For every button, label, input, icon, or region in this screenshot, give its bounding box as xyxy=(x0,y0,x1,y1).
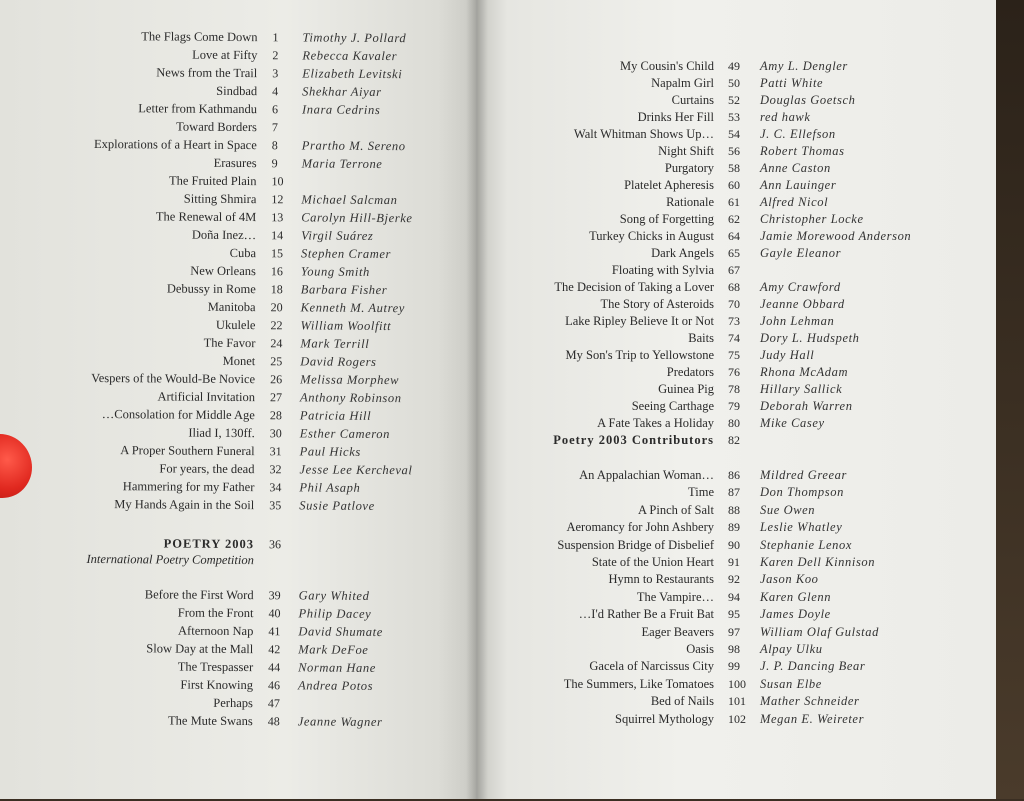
toc-entry xyxy=(476,74,996,92)
entry-title: First Knowing xyxy=(180,677,254,693)
toc-entry xyxy=(476,329,996,347)
entry-author: Young Smith xyxy=(300,264,370,279)
toc-entry xyxy=(476,363,996,381)
entry-author: Susan Elbe xyxy=(760,676,822,691)
entry-title: Walt Whitman Shows Up… xyxy=(573,127,714,141)
entry-title: Letter from Kathmandu xyxy=(138,101,258,117)
entry-title: Debussy in Rome xyxy=(166,281,256,297)
entry-title: …Consolation for Middle Age xyxy=(101,407,255,423)
entry-author: Don Thompson xyxy=(760,485,844,500)
toc-entry xyxy=(476,675,996,693)
toc-entry xyxy=(476,657,996,675)
entry-author: Alpay Ulku xyxy=(760,642,823,656)
toc-entry xyxy=(476,397,996,415)
toc-entry xyxy=(476,623,996,641)
entry-title: A Pinch of Salt xyxy=(637,502,714,517)
entry-title: Suspension Bridge of Disbelief xyxy=(557,537,714,552)
entry-author: James Doyle xyxy=(760,607,831,622)
entry-page-number: 36 xyxy=(268,537,282,552)
entry-author: Robert Thomas xyxy=(760,144,845,158)
entry-page-number: 75 xyxy=(728,348,740,362)
toc-entry xyxy=(476,142,996,160)
entry-title: Drinks Her Fill xyxy=(637,110,714,124)
entry-author: J. P. Dancing Bear xyxy=(760,659,866,674)
entry-author: red hawk xyxy=(760,110,811,124)
entry-author: Karen Glenn xyxy=(760,589,832,604)
entry-title: Doña Inez… xyxy=(191,227,257,243)
entry-author: Dory L. Hudspeth xyxy=(760,331,860,345)
entry-page-number: 14 xyxy=(271,228,284,243)
entry-page-number: 99 xyxy=(728,659,740,674)
entry-page-number: 88 xyxy=(728,502,740,517)
entry-author: Inara Cedrins xyxy=(301,102,381,117)
entry-author: Christopher Locke xyxy=(760,212,864,226)
entry-author: Esther Cameron xyxy=(299,426,391,442)
entry-title: The Story of Asteroids xyxy=(600,297,714,311)
entry-page-number: 26 xyxy=(270,372,283,387)
entry-page-number: 54 xyxy=(728,127,740,141)
entry-title: The Vampire… xyxy=(636,589,714,604)
toc-entry xyxy=(476,91,996,109)
entry-page-number: 76 xyxy=(728,365,740,379)
entry-title: The Trespasser xyxy=(177,659,254,675)
entry-title: Time xyxy=(688,485,714,500)
toc-entry xyxy=(476,553,996,571)
entry-author: William Woolfitt xyxy=(300,318,392,334)
entry-title: Erasures xyxy=(213,155,257,171)
toc-entry xyxy=(0,494,475,515)
entry-page-number: 82 xyxy=(728,433,740,447)
entry-author: Elizabeth Levitski xyxy=(302,66,403,82)
entry-title: Predators xyxy=(666,365,714,379)
toc-entry xyxy=(476,278,996,296)
entry-author: David Rogers xyxy=(300,354,377,369)
entry-page-number: 1 xyxy=(272,30,279,45)
toc-entry xyxy=(476,108,996,126)
entry-title: A Fate Takes a Holiday xyxy=(597,416,714,430)
entry-title: State of the Union Heart xyxy=(591,555,714,569)
entry-author: Stephen Cramer xyxy=(300,246,392,262)
toc-entry xyxy=(476,57,996,75)
entry-title: The Favor xyxy=(203,335,256,351)
entry-page-number: 78 xyxy=(728,382,740,396)
contributors-heading-row xyxy=(476,431,996,449)
entry-page-number: 64 xyxy=(728,229,740,243)
entry-title: A Proper Southern Funeral xyxy=(120,443,255,459)
toc-entry xyxy=(476,588,996,606)
entry-author: Hillary Sallick xyxy=(760,382,843,396)
entry-page-number: 67 xyxy=(728,263,740,277)
toc-entry xyxy=(476,640,996,658)
entry-title: Turkey Chicks in August xyxy=(589,229,714,243)
entry-author: Sue Owen xyxy=(760,502,816,517)
entry-title: My Son's Trip to Yellowstone xyxy=(565,348,714,362)
toc-entry xyxy=(476,570,996,588)
entry-page-number: 80 xyxy=(728,416,740,430)
entry-title: The Decision of Taking a Lover xyxy=(554,280,714,294)
entry-title: Vespers of the Would-Be Novice xyxy=(91,370,256,387)
entry-title: Iliad I, 130ff. xyxy=(188,425,255,441)
entry-page-number: 86 xyxy=(728,468,740,482)
toc-entry xyxy=(476,261,996,279)
entry-page-number: 87 xyxy=(728,485,740,500)
entry-title: Aeromancy for John Ashbery xyxy=(566,520,714,535)
entry-page-number: 8 xyxy=(271,138,278,153)
entry-author: Jeanne Obbard xyxy=(760,297,845,311)
toc-entry xyxy=(476,501,996,519)
entry-page-number: 35 xyxy=(269,498,282,513)
entry-author: Paul Hicks xyxy=(299,444,361,459)
entry-author: Rhona McAdam xyxy=(760,365,849,379)
entry-page-number: 31 xyxy=(269,444,282,459)
entry-author: J. C. Ellefson xyxy=(760,127,836,141)
toc-entry xyxy=(476,483,996,501)
entry-title: Guinea Pig xyxy=(658,382,714,396)
entry-title: Perhaps xyxy=(213,695,253,711)
entry-author: Stephanie Lenox xyxy=(760,537,852,552)
entry-page-number: 89 xyxy=(728,520,740,535)
entry-title: For years, the dead xyxy=(159,461,255,477)
entry-author: Patti White xyxy=(760,76,824,90)
entry-page-number: 13 xyxy=(271,210,284,225)
entry-author: Gary Whited xyxy=(298,588,370,603)
entry-page-number: 3 xyxy=(272,66,279,81)
entry-title: Hymn to Restaurants xyxy=(608,572,714,587)
entry-page-number: 9 xyxy=(271,156,278,171)
entry-page-number: 60 xyxy=(728,178,740,192)
entry-page-number: 27 xyxy=(269,390,283,405)
entry-page-number: 44 xyxy=(268,660,281,675)
entry-page-number: 56 xyxy=(728,144,740,158)
entry-author: Alfred Nicol xyxy=(760,195,829,209)
entry-author: Mather Schneider xyxy=(760,694,860,709)
entry-page-number: 18 xyxy=(270,282,283,297)
entry-author: Barbara Fisher xyxy=(300,282,388,298)
entry-author: Rebecca Kavaler xyxy=(302,48,398,64)
entry-page-number: 41 xyxy=(268,624,281,639)
entry-page-number: 32 xyxy=(269,462,282,477)
entry-page-number: 12 xyxy=(271,192,284,207)
entry-page-number: 24 xyxy=(270,336,283,351)
entry-page-number: 90 xyxy=(728,537,740,552)
entry-author: Leslie Whatley xyxy=(760,520,843,535)
entry-page-number: 73 xyxy=(728,314,740,328)
toc-entry xyxy=(476,380,996,398)
toc-entry xyxy=(476,346,996,364)
entry-author: Deborah Warren xyxy=(760,399,853,413)
entry-page-number: 70 xyxy=(728,297,740,311)
entry-author: John Lehman xyxy=(760,314,835,328)
entry-title: The Summers, Like Tomatoes xyxy=(563,676,714,691)
toc-entry xyxy=(476,159,996,177)
entry-title: Love at Fifty xyxy=(192,47,258,63)
entry-page-number: 7 xyxy=(271,120,278,135)
toc-entry xyxy=(476,710,996,728)
entry-title: Monet xyxy=(222,353,256,369)
entry-title: New Orleans xyxy=(190,263,256,279)
entry-title: Hammering for my Father xyxy=(122,479,255,495)
toc-entry xyxy=(476,244,996,262)
entry-page-number: 2 xyxy=(272,48,279,63)
entry-author: Virgil Suárez xyxy=(301,228,374,243)
entry-title: Ukulele xyxy=(215,317,256,333)
contributors-heading: Poetry 2003 Contributors xyxy=(553,433,714,447)
entry-author: Mike Casey xyxy=(760,416,825,430)
toc-entry xyxy=(476,193,996,211)
toc-entry xyxy=(476,176,996,194)
left-page xyxy=(0,0,476,799)
entry-page-number: 91 xyxy=(728,555,740,569)
entry-page-number: 30 xyxy=(269,426,282,441)
toc-entry xyxy=(476,692,996,710)
entry-title: The Fruited Plain xyxy=(168,173,257,189)
entry-author: Prartho M. Sereno xyxy=(301,138,406,154)
entry-title: Seeing Carthage xyxy=(631,399,714,413)
entry-title: Cuba xyxy=(229,245,257,261)
entry-page-number: 15 xyxy=(270,246,284,261)
entry-page-number: 74 xyxy=(728,331,740,345)
entry-title: Platelet Apheresis xyxy=(624,178,714,192)
entry-page-number: 28 xyxy=(269,408,282,423)
entry-title: My Cousin's Child xyxy=(620,59,714,73)
entry-page-number: 39 xyxy=(268,588,281,603)
entry-title: Eager Beavers xyxy=(641,624,714,639)
entry-page-number: 102 xyxy=(728,711,746,726)
entry-author: Andrea Potos xyxy=(297,678,374,693)
entry-author: Carolyn Hill-Bjerke xyxy=(301,210,413,226)
entry-author: Phil Asaph xyxy=(299,480,361,495)
entry-page-number: 53 xyxy=(728,110,740,124)
entry-page-number: 4 xyxy=(272,84,279,99)
entry-author: Timothy J. Pollard xyxy=(302,30,407,46)
entry-author: Douglas Goetsch xyxy=(760,93,856,107)
entry-page-number: 10 xyxy=(271,174,284,189)
entry-page-number: 100 xyxy=(728,676,746,691)
entry-author: Melissa Morphew xyxy=(300,372,400,388)
toc-entry xyxy=(0,710,474,731)
entry-author: Norman Hane xyxy=(298,660,376,675)
entry-title: Baits xyxy=(688,331,714,345)
entry-title: Curtains xyxy=(671,93,714,107)
entry-page-number: 62 xyxy=(728,212,740,226)
entry-title: Night Shift xyxy=(658,144,714,158)
toc-entry xyxy=(476,518,996,536)
entry-title: …I'd Rather Be a Fruit Bat xyxy=(578,607,714,622)
section-subheading-row xyxy=(0,549,475,570)
right-toc xyxy=(476,0,996,799)
entry-page-number: 97 xyxy=(728,624,740,639)
entry-title: An Appalachian Woman… xyxy=(579,468,714,482)
entry-title: Sitting Shmira xyxy=(183,191,257,207)
entry-author: Philip Dacey xyxy=(298,606,372,621)
entry-page-number: 48 xyxy=(267,714,280,729)
entry-page-number: 92 xyxy=(728,572,740,587)
left-toc xyxy=(0,0,479,801)
entry-page-number: 79 xyxy=(728,399,740,413)
toc-entry xyxy=(476,466,996,484)
entry-page-number: 101 xyxy=(728,694,746,709)
entry-title: Gacela of Narcissus City xyxy=(589,659,714,674)
entry-author: Susie Patlove xyxy=(299,498,375,513)
toc-entry xyxy=(476,536,996,554)
entry-title: Before the First Word xyxy=(144,587,254,603)
toc-entry xyxy=(476,125,996,143)
entry-page-number: 25 xyxy=(270,354,283,369)
entry-author: Jamie Morewood Anderson xyxy=(760,229,912,243)
entry-author: Amy L. Dengler xyxy=(760,59,848,73)
entry-author: Patricia Hill xyxy=(299,408,372,423)
entry-title: Squirrel Mythology xyxy=(615,711,714,726)
entry-page-number: 58 xyxy=(728,161,740,175)
toc-entry xyxy=(476,295,996,313)
toc-entry xyxy=(476,605,996,623)
entry-page-number: 50 xyxy=(728,76,740,90)
entry-title: The Renewal of 4M xyxy=(155,209,257,225)
entry-title: Floating with Sylvia xyxy=(611,263,714,277)
entry-author: Jesse Lee Kercheval xyxy=(299,462,413,478)
entry-title: The Mute Swans xyxy=(167,713,253,729)
entry-page-number: 42 xyxy=(268,642,281,657)
entry-author: Anthony Robinson xyxy=(299,390,402,406)
entry-author: Judy Hall xyxy=(760,348,815,362)
entry-page-number: 98 xyxy=(728,642,740,656)
entry-author: Karen Dell Kinnison xyxy=(760,555,876,569)
entry-page-number: 94 xyxy=(728,589,740,604)
entry-author: Jeanne Wagner xyxy=(297,714,383,730)
entry-page-number: 6 xyxy=(271,102,279,117)
section-heading: POETRY 2003 xyxy=(163,536,255,552)
entry-author: Mark DeFoe xyxy=(298,642,369,657)
right-page xyxy=(476,0,996,799)
toc-entry xyxy=(476,414,996,432)
entry-author: Shekhar Aiyar xyxy=(302,84,382,99)
entry-title: Manitoba xyxy=(207,299,256,315)
entry-title: The Flags Come Down xyxy=(141,29,258,45)
entry-author: David Shumate xyxy=(298,624,383,640)
entry-page-number: 34 xyxy=(269,480,282,495)
entry-title: Toward Borders xyxy=(176,119,257,135)
entry-author: Megan E. Weireter xyxy=(760,711,865,726)
toc-entry xyxy=(476,227,996,245)
entry-author: Gayle Eleanor xyxy=(760,246,842,260)
entry-title: Artificial Invitation xyxy=(157,389,256,405)
section-subheading: International Poetry Competition xyxy=(86,551,254,568)
entry-page-number: 47 xyxy=(267,696,280,711)
entry-title: Afternoon Nap xyxy=(178,623,254,639)
entry-author: Mark Terrill xyxy=(300,336,370,351)
entry-page-number: 65 xyxy=(728,246,740,260)
entry-page-number: 22 xyxy=(270,318,283,333)
entry-title: From the Front xyxy=(177,605,254,621)
entry-page-number: 61 xyxy=(728,195,740,209)
entry-title: Song of Forgetting xyxy=(619,212,714,226)
entry-page-number: 68 xyxy=(728,280,740,294)
entry-author: Michael Salcman xyxy=(301,192,398,208)
entry-title: Purgatory xyxy=(664,161,714,175)
entry-page-number: 40 xyxy=(268,606,281,621)
entry-author: Amy Crawford xyxy=(760,280,841,294)
entry-page-number: 52 xyxy=(728,93,740,107)
toc-entry xyxy=(476,210,996,228)
entry-page-number: 95 xyxy=(728,607,740,622)
toc-entry xyxy=(476,312,996,330)
entry-author: Maria Terrone xyxy=(301,156,383,172)
entry-page-number: 20 xyxy=(270,300,283,315)
entry-title: My Hands Again in the Soil xyxy=(114,497,255,513)
entry-page-number: 46 xyxy=(267,678,281,693)
entry-author: William Olaf Gulstad xyxy=(760,624,879,639)
entry-title: Explorations of a Heart in Space xyxy=(93,136,257,153)
entry-title: Rationale xyxy=(666,195,714,209)
entry-title: Slow Day at the Mall xyxy=(146,641,254,657)
entry-author: Ann Lauinger xyxy=(760,178,837,192)
entry-title: Oasis xyxy=(686,642,714,656)
entry-author: Mildred Greear xyxy=(760,468,847,482)
entry-page-number: 49 xyxy=(728,59,740,73)
entry-title: Bed of Nails xyxy=(650,694,714,709)
entry-page-number: 16 xyxy=(270,264,283,279)
entry-author: Jason Koo xyxy=(760,572,819,587)
entry-title: Sindbad xyxy=(216,83,258,99)
entry-title: Napalm Girl xyxy=(651,76,714,90)
entry-title: Lake Ripley Believe It or Not xyxy=(565,314,714,328)
entry-author: Anne Caston xyxy=(760,161,831,175)
entry-author: Kenneth M. Autrey xyxy=(300,300,405,316)
entry-title: News from the Trail xyxy=(156,65,258,81)
entry-title: Dark Angels xyxy=(651,246,714,260)
